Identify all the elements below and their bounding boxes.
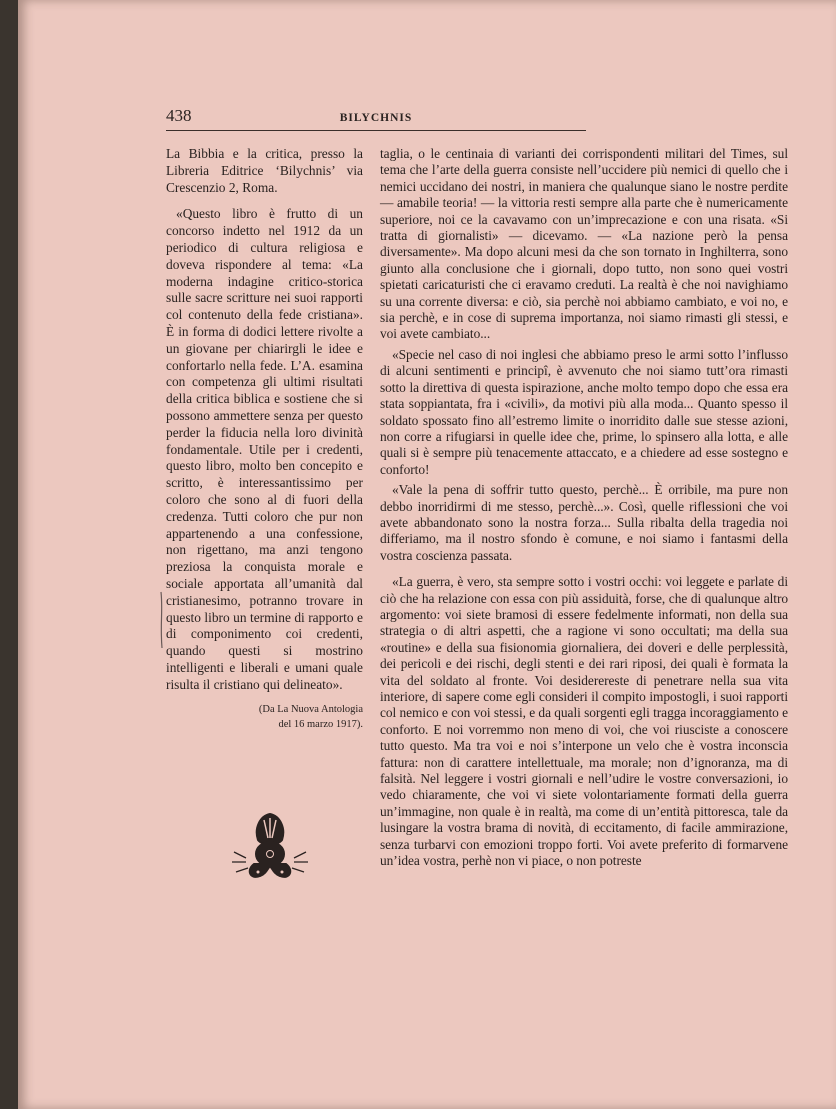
- page-number: 438: [166, 106, 192, 125]
- source-line-2: del 16 marzo 1917).: [278, 718, 363, 730]
- paragraph-4: «La guerra, è vero, sta sempre sotto i vostri occhi: voi leggete e parlate di ciò che ha relazione con essa con più assiduità, forse, che di qualunque altro argomento: voi siete bramosi di essere fedelmente informati, non della sua strategia o di altri aspetti, che a ragione vi sono occultati; ma della sua «routine» e della sua fisionomia giornaliera, dei doveri e delle perplessità, dei pericoli e dei rischi, degli stenti e dei rari riposi, dei quali è formata la vita del soldato al fronte. Voi desiderereste di penetrare nella sua vita interiore, di sapere come egli consideri il compito impostogli, i suoi rapporti col nemico e con voi stessi, e da quali sorgenti egli tragga incoraggiamento e conforto. E noi vorremmo non meno di voi, che voi riusciste a conoscere tutto questo. Ma tra voi e noi s’interpone un velo che è vostra inconscia fattura: non di carattere intellettuale, ma morale; non d’ignoranza, ma di falsità. Nel leggere i vostri giornali e nell’udire le vostre conversazioni, io vedo chiaramente, che voi vi siete volontariamente formati della guerra un’immagine, non quale è in realtà, ma come di un’entità pittoresca, tale da lusingare la vostra brama di novità, di eccitamento, di facile ammirazione, senza turbarvi con emozioni troppo forti. Voi avete preferito di formarvene un’idea vostra, perhè non vi piace, o non potreste: [380, 574, 788, 869]
- source-citation: [166, 702, 363, 732]
- paragraph-2: «Specie nel caso di noi inglesi che abbiamo preso le armi sotto l’influsso di alcuni sentimenti e principî, è avvenuto che noi siamo tutt’ora rimasti sotto la direttiva di questa ispirazione, anche molto tempo dopo che essa era stata soppiantata, fra i «civili», da motivi più alla moda... Quanto spesso il soldato spossato fino all’estremo limite o inorridito dalle sue stesse azioni, non corre a rifugiarsi in quelle idee che, prime, lo spinsero alla lotta, e alle quali si è sempre più tenacemente attaccato, e a chiedere ad esse sostegno e conforto!: [380, 346, 788, 477]
- paragraph-3: «Vale la pena di soffrir tutto questo, perchè... È orribile, ma pure non debbo inorridirmi di me stesso, perchè...». Così, quelle riflessioni che voi avete abbandonato sono la nostra forza... Sulla ribalta della tragedia noi differiamo, ma il nostro sfondo è comune, e noi siamo i fantasmi della vostra coscienza passata.: [380, 482, 788, 563]
- left-column: [166, 146, 363, 732]
- page-header: [166, 104, 586, 131]
- source-line-1: (Da La Nuova Antologia: [258, 703, 363, 715]
- page: [18, 0, 836, 1109]
- right-column: [380, 146, 788, 873]
- review-text: «Questo libro è frutto di un concorso indetto nel 1912 da un periodico di cultura religiosa e doveva rispondere al tema: «La moderna indagine critico-storica sulle sacre scritture nei suoi rapporti col contenuto della fede cristiana». È in forma di dodici lettere rivolte a un giovane per chiarirgli le idee e confortarlo nella fede. L’A. esamina con competenza gli ultimi risultati della critica biblica e sostiene che si possono ammettere senza per questo perder la fiducia nella loro divinità fondamentale. Utile per i credenti, questo libro, molto ben concepito e scritto, è interessantissimo per coloro che sono al di fuori della credenza. Tutti coloro che pur non appartenendo a una confessione, non rigettano, ma anzi tengono preziosa la conquista morale e sociale apportata all’umanità dal cristianesimo, potranno trovare in questo libro un termine di rapporto e di componimento coi credenti, quando questi si mostrino intelligenti e liberali e umani quale risulta il cristiano qui delineato».: [166, 206, 363, 692]
- book-reference: La Bibbia e la critica, presso la Libreria Editrice ‘Bilychnis’ via Crescenzio 2, Roma.: [166, 146, 363, 195]
- pencil-margin-mark: [158, 590, 168, 650]
- paragraph-1: taglia, o le centinaia di varianti dei corrispondenti militari del Times, sul tema che l’arte della guerra consiste nell’uccidere più nemici di quello che i nemici uccidano dei nostri, in maniera che qualunque siano le nostre perdite — amabile teoria! — la vittoria resti sempre alla parte che è numericamente superiore, noi ce la cavavamo con un’imprecazione e con una risata. «Si tratta di giornalisti» — dicevamo. — «La nazione però la pensa diversamente». Ma dopo alcuni mesi da che son tornato in Inghilterra, sono giunto alla conclusione che i giornali, dopo tutto, non sono quei vostri spietati caricaturisti che ci eravamo creduti. La realtà è che noi navighiamo su una corrente diversa: e ciò, sia perchè noi abbiamo cambiato, e voi no, e sia perchè, e in cose di suprema importanza, noi siamo rimasti gli stessi, e voi avete cambiato...: [380, 146, 788, 342]
- running-title: BILYCHNIS: [339, 112, 413, 124]
- printer-ornament-icon: [224, 806, 316, 886]
